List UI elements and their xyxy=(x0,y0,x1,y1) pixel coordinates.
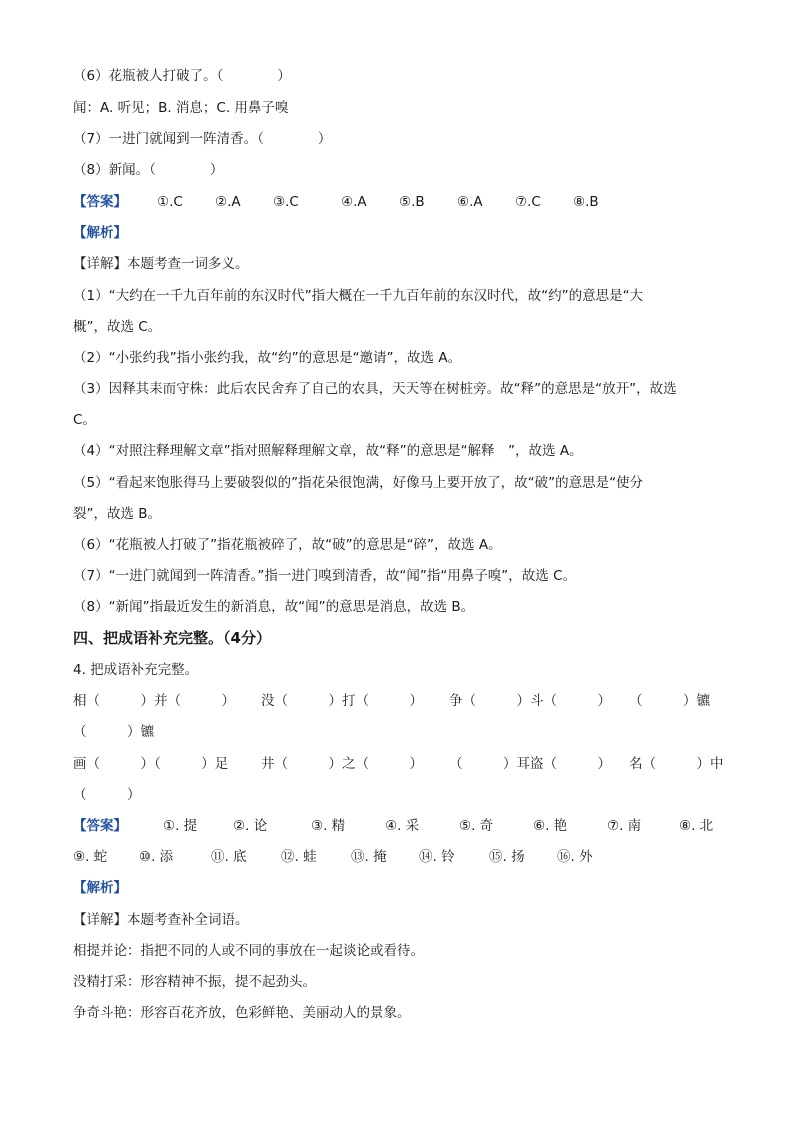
idiom-blank: 相（ ）并（ ） xyxy=(73,693,235,709)
analysis-line: 裂”，故选 B。 xyxy=(73,506,162,522)
answer-item: ②.A xyxy=(215,194,241,210)
analysis-line: 概”，故选 C。 xyxy=(73,319,162,335)
answer-label: 【答案】 xyxy=(73,194,127,210)
analysis-line: 相提并论：指把不同的人或不同的事放在一起谈论或看待。 xyxy=(73,943,424,959)
answer-label: 【答案】 xyxy=(73,818,127,834)
analysis-label: 【解析】 xyxy=(73,225,127,241)
analysis-line: 争奇斗艳：形容百花齐放，色彩鲜艳、美丽动人的景象。 xyxy=(73,1005,411,1021)
idiom-blank: 画（ ）（ ）足 xyxy=(73,756,229,772)
answer-item: ①. 提 xyxy=(163,818,198,834)
idiom-blank: （ ）镳 xyxy=(629,693,710,709)
answer-item: ⑤.B xyxy=(399,194,425,210)
idiom-blank: 井（ ）之（ ） xyxy=(261,756,423,772)
idiom-blank: （ ）耳盗（ ） xyxy=(449,756,611,772)
analysis-line: C。 xyxy=(73,412,96,428)
idiom-row xyxy=(73,754,724,774)
answer-item: ⑨. 蛇 xyxy=(73,849,108,865)
answer-item: ⑤. 奇 xyxy=(459,818,494,834)
analysis-line: （5）“看起来饱胀得马上要破裂似的”指花朵很饱满，好像马上要开放了，故“破”的意思是“使分 xyxy=(73,475,644,491)
answer-item: ⑩. 添 xyxy=(139,849,174,865)
q4-answer-row xyxy=(73,847,721,867)
analysis-line: 没精打采：形容精神不振，提不起劲头。 xyxy=(73,974,316,990)
idiom-row xyxy=(73,691,721,711)
answer-item: ③.C xyxy=(273,194,299,210)
answer-item: ⑬. 掩 xyxy=(351,849,387,865)
q3-answer-row xyxy=(73,192,721,212)
question-text: 4. 把成语补充完整。 xyxy=(73,662,199,678)
analysis-intro: 【详解】本题考查一词多义。 xyxy=(73,256,249,272)
answer-item: ⑪. 底 xyxy=(211,849,247,865)
analysis-label: 【解析】 xyxy=(73,880,127,896)
analysis-line: （6）“花瓶被人打破了”指花瓶被碎了，故“破”的意思是“碎”，故选 A。 xyxy=(73,537,502,553)
q3-item-7: （7）一进门就闻到一阵清香。（ ） xyxy=(73,131,332,147)
answer-item: ②. 论 xyxy=(233,818,268,834)
idiom-blank: 没（ ）打（ ） xyxy=(261,693,423,709)
answer-item: ⑥. 艳 xyxy=(533,818,568,834)
idiom-continuation: （ ） xyxy=(73,787,141,803)
answer-item: ⑮. 扬 xyxy=(489,849,525,865)
answer-item: ⑦. 南 xyxy=(607,818,642,834)
idiom-blank: 争（ ）斗（ ） xyxy=(449,693,611,709)
answer-item: ⑫. 蛙 xyxy=(281,849,317,865)
answer-item: ①.C xyxy=(157,194,183,210)
idiom-blank: 名（ ）中 xyxy=(629,756,724,772)
analysis-line: （3）因释其耒而守株：此后农民舍弃了自己的农具，天天等在树桩旁。故“释”的意思是“放开”，故选 xyxy=(73,381,677,397)
wen-definition: 闻：A. 听见；B. 消息；C. 用鼻子嗅 xyxy=(73,100,289,116)
answer-item: ⑭. 铃 xyxy=(419,849,455,865)
analysis-line: （4）“对照注释理解文章”指对照解释理解文章，故“释”的意思是“解释 ”，故选 A。 xyxy=(73,443,583,459)
analysis-line: （1）“大约在一千九百年前的东汉时代”指大概在一千九百年前的东汉时代，故“约”的意思是“大 xyxy=(73,288,644,304)
answer-item: ⑯. 外 xyxy=(557,849,593,865)
answer-item: ④. 采 xyxy=(385,818,420,834)
answer-item: ③. 精 xyxy=(311,818,346,834)
analysis-line: （8）“新闻”指最近发生的新消息，故“闻”的意思是消息，故选 B。 xyxy=(73,599,475,615)
answer-item: ④.A xyxy=(341,194,367,210)
analysis-line: （2）“小张约我”指小张约我，故“约”的意思是“邀请”，故选 A。 xyxy=(73,350,462,366)
analysis-line: （7）“一进门就闻到一阵清香。”指一进门嗅到清香，故“闻”指“用鼻子嗅”，故选 C。 xyxy=(73,568,577,584)
answer-item: ⑧. 北 xyxy=(679,818,714,834)
answer-item: ⑧.B xyxy=(573,194,599,210)
q4-answer-row xyxy=(73,816,721,836)
q3-item-8: （8）新闻。（ ） xyxy=(73,162,224,178)
analysis-intro: 【详解】本题考查补全词语。 xyxy=(73,912,249,928)
answer-item: ⑦.C xyxy=(515,194,541,210)
answer-item: ⑥.A xyxy=(457,194,483,210)
q3-item-6: （6）花瓶被人打破了。（ ） xyxy=(73,68,291,84)
idiom-continuation: （ ）镳 xyxy=(73,724,154,740)
section-heading: 四、把成语补充完整。（4分） xyxy=(73,629,271,647)
